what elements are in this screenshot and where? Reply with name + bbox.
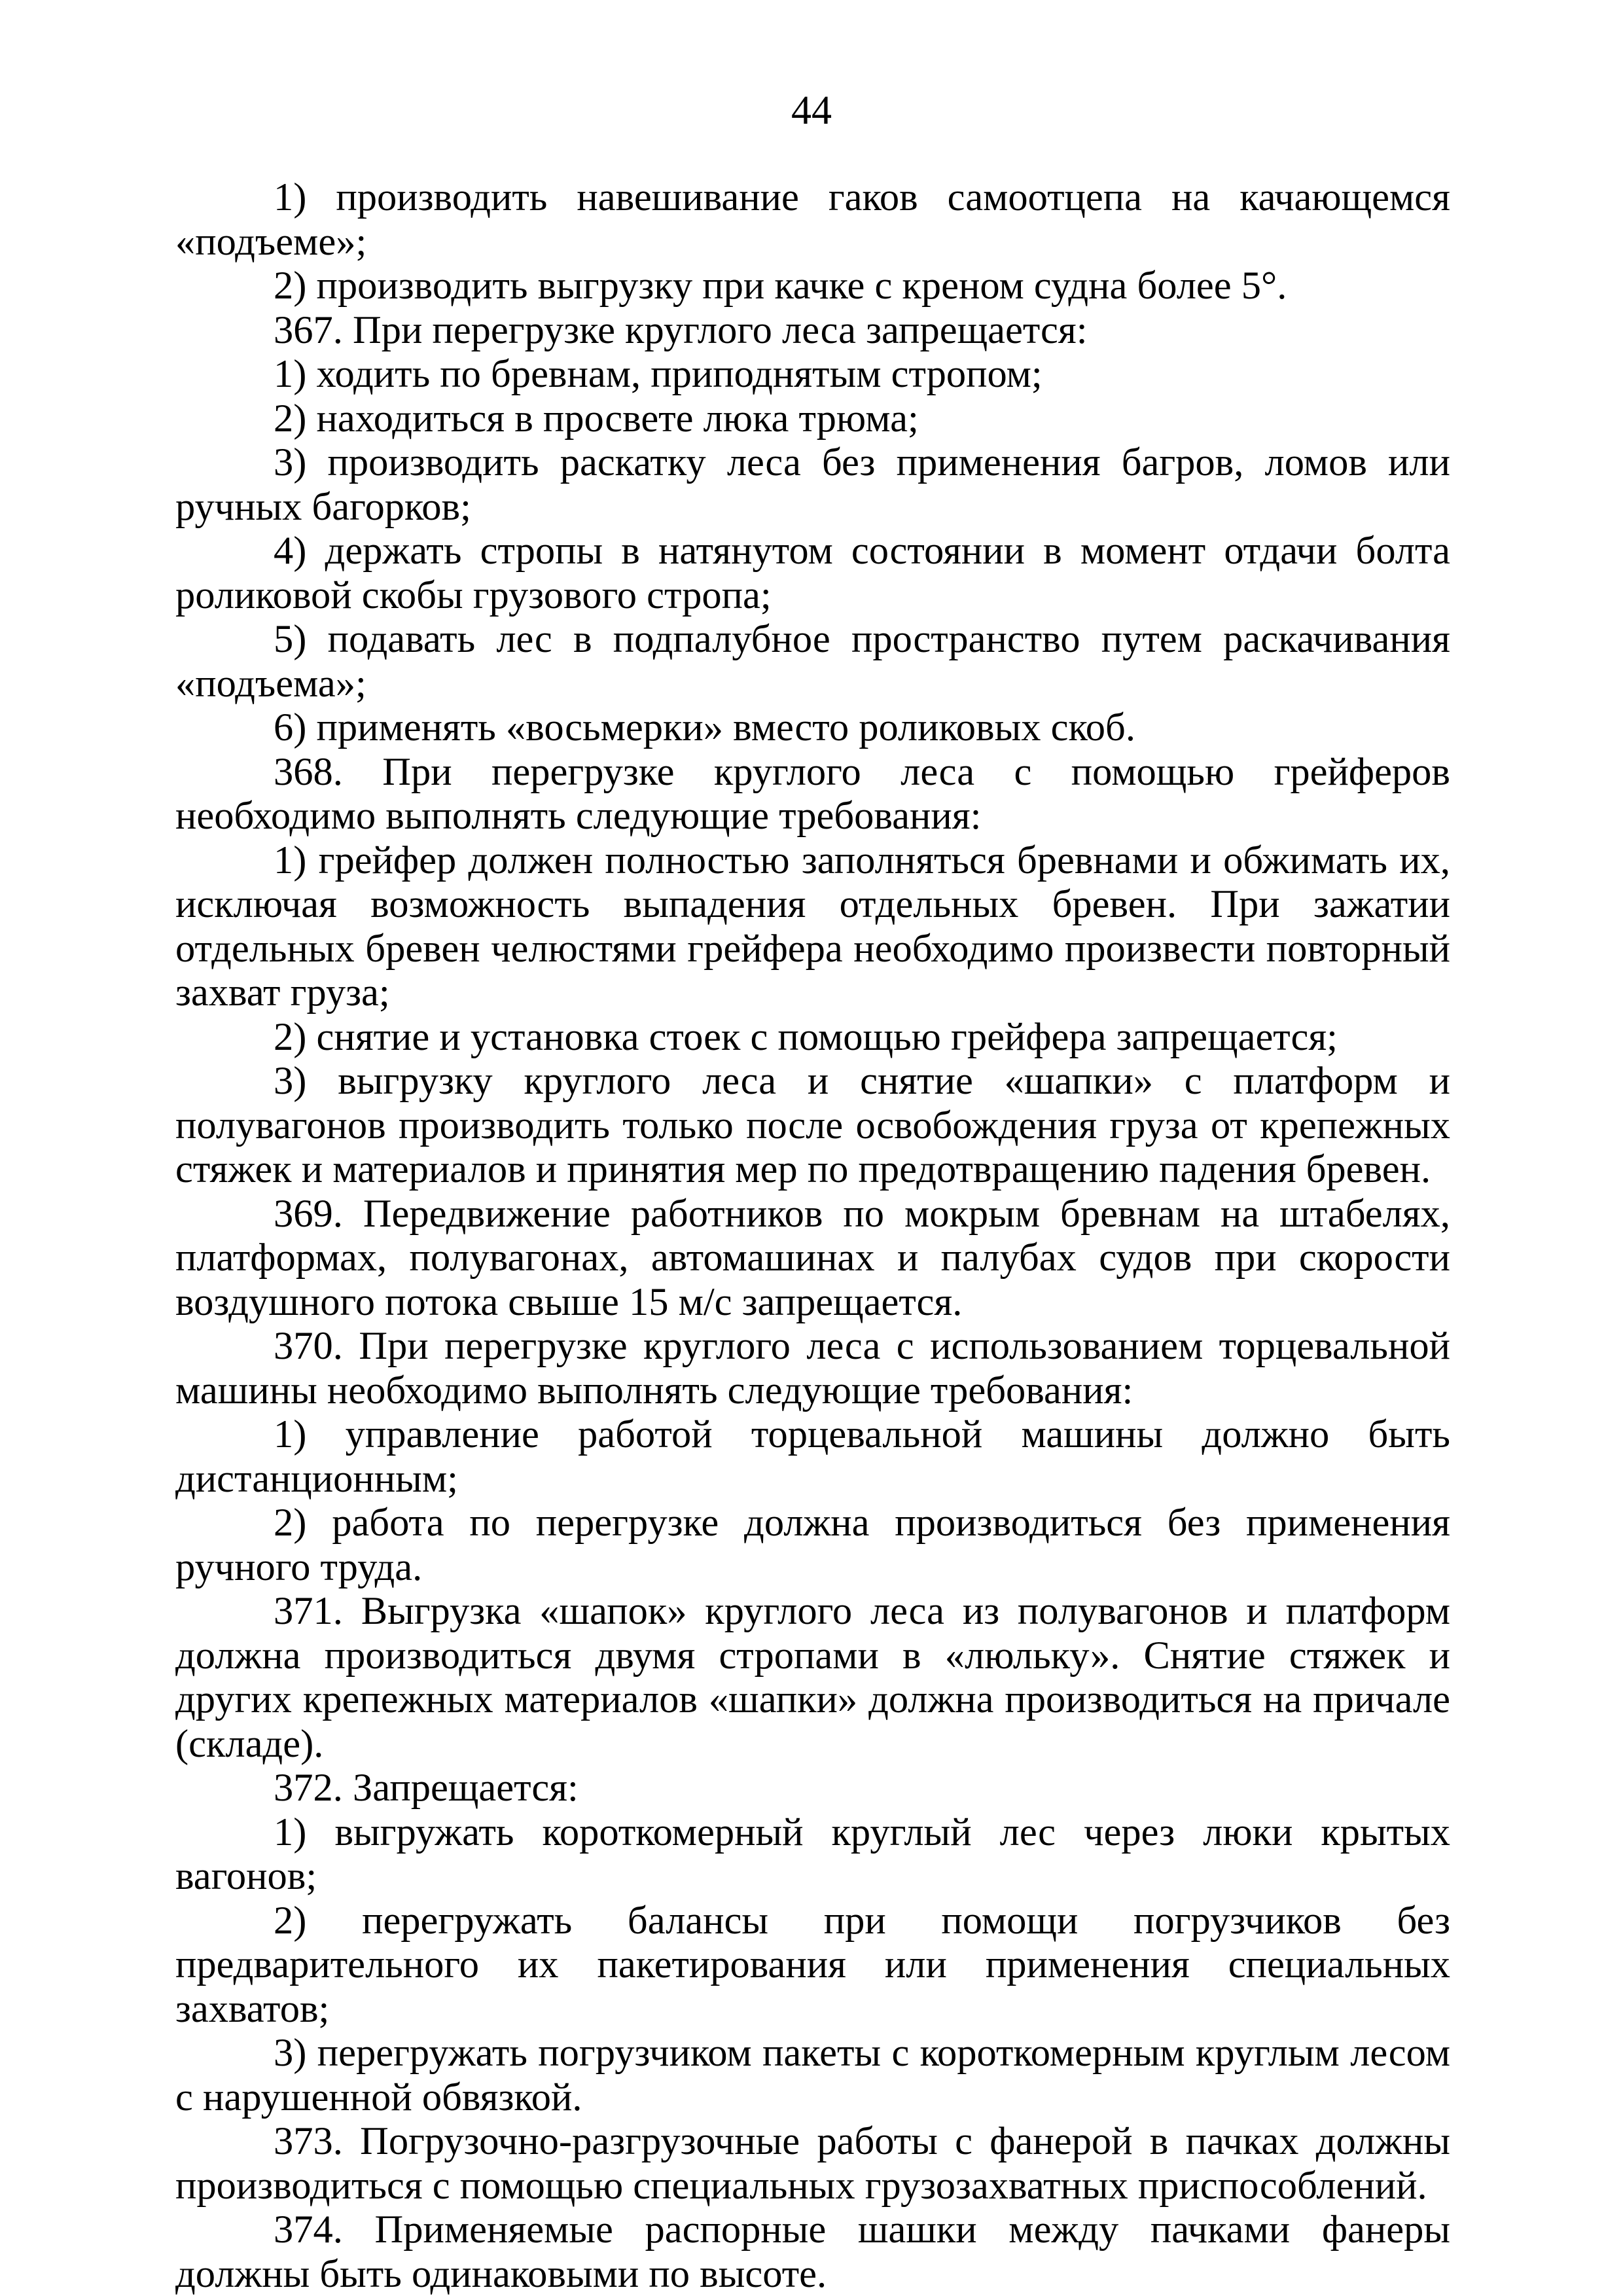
- paragraph: 2) снятие и установка стоек с помощью грейфера запрещается;: [274, 1014, 1338, 1059]
- paragraph: 2) находиться в просвете люка трюма;: [274, 396, 919, 440]
- paragraph: 369. Передвижение работников по мокрым бревнам на штабелях, платформах, полувагонах, автомашинах и палубах судов при скорости воздушного потока свыше 15 м/с запрещается.: [175, 1191, 1450, 1324]
- paragraph: 5) подавать лес в подпалубное пространство путем раскачивания «подъема»;: [175, 617, 1450, 706]
- paragraph: 372. Запрещается:: [274, 1766, 579, 1810]
- paragraph: 370. При перегрузке круглого леса с использованием торцевальной машины необходимо выполнять следующие требования:: [175, 1324, 1450, 1412]
- paragraph: 1) грейфер должен полностью заполняться бревнами и обжимать их, исключая возможность выпадения отдельных бревен. При зажатии отдельных бревен челюстями грейфера необходимо произвести повторный захват груза;: [175, 838, 1450, 1014]
- paragraph: 2) производить выгрузку при качке с креном судна более 5°.: [274, 264, 1287, 308]
- document-body: [175, 175, 1450, 2296]
- paragraph: 1) производить навешивание гаков самоотцепа на качающемся «подъеме»;: [175, 175, 1450, 264]
- paragraph: 3) перегружать погрузчиком пакеты с короткомерным круглым лесом с нарушенной обвязкой.: [175, 2031, 1450, 2119]
- paragraph: 2) работа по перегрузке должна производиться без применения ручного труда.: [175, 1501, 1450, 1589]
- paragraph: 1) ходить по бревнам, приподнятым стропом;: [274, 352, 1043, 396]
- paragraph: 1) управление работой торцевальной машины должно быть дистанционным;: [175, 1412, 1450, 1501]
- paragraph: 3) выгрузку круглого леса и снятие «шапки» с платформ и полувагонов производить только после освобождения груза от крепежных стяжек и материалов и принятия мер по предотвращению падения бревен.: [175, 1059, 1450, 1191]
- paragraph: 367. При перегрузке круглого леса запрещается:: [274, 308, 1088, 352]
- paragraph: 373. Погрузочно-разгрузочные работы с фанерой в пачках должны производиться с помощью специальных грузозахватных приспособлений.: [175, 2119, 1450, 2208]
- paragraph: 2) перегружать балансы при помощи погрузчиков без предварительного их пакетирования или применения специальных захватов;: [175, 1898, 1450, 2031]
- paragraph: 3) производить раскатку леса без применения багров, ломов или ручных багорков;: [175, 440, 1450, 529]
- paragraph: 1) выгружать короткомерный круглый лес через люки крытых вагонов;: [175, 1810, 1450, 1898]
- paragraph: 4) держать стропы в натянутом состоянии в момент отдачи болта роликовой скобы грузового стропа;: [175, 529, 1450, 617]
- paragraph: 374. Применяемые распорные шашки между пачками фанеры должны быть одинаковыми по высоте.: [175, 2208, 1450, 2296]
- paragraph: 368. При перегрузке круглого леса с помощью грейферов необходимо выполнять следующие требования:: [175, 749, 1450, 838]
- paragraph: 6) применять «восьмерки» вместо роликовых скоб.: [274, 706, 1135, 749]
- paragraph: 371. Выгрузка «шапок» круглого леса из полувагонов и платформ должна производиться двумя стропами в «люльку». Снятие стяжек и других крепежных материалов «шапки» должна производиться на причале (складе).: [175, 1589, 1450, 1766]
- page-number: 44: [791, 88, 832, 133]
